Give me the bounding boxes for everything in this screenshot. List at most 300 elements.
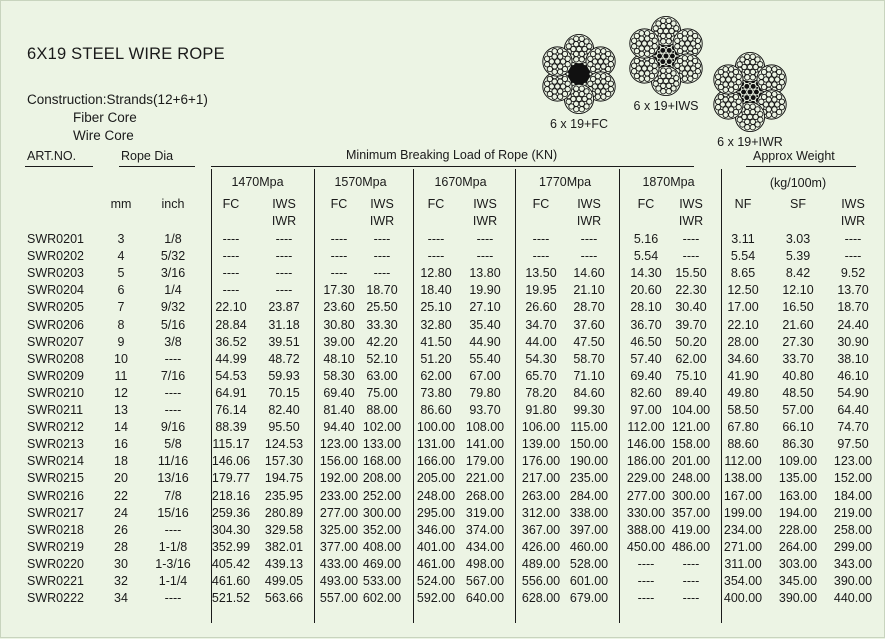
- header-iwr-3: IWR: [472, 214, 498, 228]
- cell-1670_fc: ----: [427, 232, 445, 246]
- cell-weight_nf: 112.00: [724, 454, 762, 469]
- cell-1570_iws: 63.00: [366, 368, 398, 383]
- header-iws-2: IWS: [370, 197, 394, 211]
- header-iwr-1: IWR: [271, 214, 297, 228]
- cell-1770_fc: 91.80: [525, 403, 557, 417]
- cell-1770_fc: 54.30: [525, 351, 557, 366]
- cell-1870_fc: 14.30: [630, 266, 662, 281]
- cell-inch: 7/8: [164, 488, 182, 503]
- cell-1870_iws: 30.40: [675, 300, 707, 315]
- cell-1770_iws: 71.10: [573, 368, 605, 383]
- cell-1770_iws: 679.00: [569, 591, 609, 606]
- header-grade-2: 1570Mpa: [334, 175, 387, 189]
- cell-1770_fc: 367.00: [521, 522, 561, 537]
- cell-1770_fc: ----: [532, 232, 550, 246]
- cell-mm: 28: [114, 539, 128, 554]
- cell-1670_iws: 67.00: [469, 368, 501, 383]
- cell-weight_nf: 199.00: [723, 505, 763, 520]
- cell-1570_iws: 75.00: [366, 385, 398, 400]
- cell-1570_fc: 493.00: [319, 574, 359, 588]
- header-inch: inch: [161, 197, 185, 211]
- cell-1770_iws: 190.00: [569, 454, 609, 469]
- cell-1870_fc: 57.40: [630, 351, 662, 366]
- cell-1470_iws: ----: [275, 266, 293, 281]
- cell-weight_sf: 21.60: [782, 317, 814, 332]
- rule-breaking-load: [211, 166, 694, 167]
- cell-1670_fc: 25.10: [420, 300, 452, 315]
- cell-1570_iws: ----: [373, 249, 391, 264]
- cell-weight_nf: 400.00: [723, 591, 763, 606]
- cell-1770_fc: 106.00: [521, 420, 561, 435]
- cell-1870_iws: 104.00: [671, 403, 711, 417]
- cell-1870_iws: 75.10: [675, 368, 707, 383]
- rule-art-no: [25, 166, 93, 167]
- cell-mm: 5: [117, 266, 125, 281]
- cell-inch: 1/8: [164, 232, 182, 246]
- cell-1870_fc: 28.10: [630, 300, 662, 315]
- cell-1470_fc: 76.14: [215, 403, 247, 417]
- cell-1470_iws: 31.18: [268, 317, 300, 332]
- header-approx-weight: Approx Weight: [753, 149, 835, 163]
- cell-1870_fc: 97.00: [630, 403, 662, 417]
- cell-1570_iws: 133.00: [362, 437, 402, 452]
- cell-1670_iws: 55.40: [469, 351, 501, 366]
- cell-art_no: SWR0204: [27, 283, 84, 298]
- cell-1670_iws: 93.70: [469, 403, 501, 417]
- cell-mm: 18: [114, 454, 128, 469]
- cell-inch: 9/32: [160, 300, 186, 315]
- cell-mm: 22: [114, 488, 128, 503]
- cell-weight_nf: 58.50: [727, 403, 759, 417]
- column-separator-2: [314, 169, 315, 623]
- cell-inch: ----: [164, 403, 182, 417]
- cell-1770_iws: 284.00: [569, 488, 609, 503]
- cell-1470_fc: 521.52: [211, 591, 251, 606]
- header-breaking-load: Minimum Breaking Load of Rope (KN): [346, 148, 558, 162]
- cell-1470_fc: 44.99: [215, 351, 247, 366]
- cell-1870_fc: 186.00: [626, 454, 666, 469]
- header-fc-1: FC: [222, 197, 240, 211]
- cell-weight_sf: 48.50: [782, 385, 814, 400]
- cell-weight_sf: 33.70: [782, 351, 814, 366]
- cell-1570_fc: 377.00: [319, 539, 359, 554]
- cell-1770_iws: 84.60: [573, 385, 605, 400]
- cell-weight_iws: 152.00: [833, 471, 873, 486]
- cell-weight_nf: 271.00: [723, 539, 763, 554]
- cell-art_no: SWR0205: [27, 300, 84, 315]
- cell-1670_fc: 41.50: [420, 334, 452, 349]
- cell-inch: ----: [164, 351, 182, 366]
- cell-1670_fc: 73.80: [420, 385, 452, 400]
- cell-mm: 9: [117, 334, 125, 349]
- column-separator-1: [211, 169, 212, 623]
- cell-1670_fc: 401.00: [416, 539, 456, 554]
- cell-1570_fc: 156.00: [319, 454, 359, 469]
- cell-1470_iws: 329.58: [264, 522, 304, 537]
- cell-weight_sf: 390.00: [778, 591, 818, 606]
- cell-1670_fc: 86.60: [420, 403, 452, 417]
- cell-1870_fc: 146.00: [626, 437, 666, 452]
- cell-1870_iws: 158.00: [671, 437, 711, 452]
- cell-inch: ----: [164, 385, 182, 400]
- header-fc-2: FC: [330, 197, 348, 211]
- column-separator-5: [619, 169, 620, 623]
- cell-1570_fc: 81.40: [323, 403, 355, 417]
- cell-mm: 24: [114, 505, 128, 520]
- cell-1470_iws: 280.89: [264, 505, 304, 520]
- cell-1470_fc: 179.77: [211, 471, 251, 486]
- cell-1570_fc: 233.00: [319, 488, 359, 503]
- cell-1670_iws: 268.00: [465, 488, 505, 503]
- cell-1470_fc: ----: [222, 283, 240, 298]
- cell-weight_iws: 54.90: [837, 385, 869, 400]
- cell-1470_iws: 382.01: [264, 539, 304, 554]
- cell-weight_sf: 40.80: [782, 368, 814, 383]
- cell-1770_fc: 426.00: [521, 539, 561, 554]
- cell-1770_iws: 37.60: [573, 317, 605, 332]
- cell-weight_sf: 303.00: [778, 556, 818, 571]
- cell-1870_fc: 388.00: [626, 522, 666, 537]
- cell-weight_sf: 12.10: [782, 283, 814, 298]
- cell-1670_fc: ----: [427, 249, 445, 264]
- cell-1670_fc: 100.00: [416, 420, 456, 435]
- cell-mm: 12: [114, 385, 128, 400]
- cell-1870_fc: 277.00: [626, 488, 666, 503]
- cell-1770_fc: 44.00: [525, 334, 557, 349]
- cell-1470_fc: 115.17: [212, 437, 250, 452]
- cell-1670_fc: 32.80: [420, 317, 452, 332]
- page-title: 6X19 STEEL WIRE ROPE: [27, 45, 225, 63]
- cell-1670_iws: 27.10: [469, 300, 501, 315]
- rule-approx-weight: [746, 166, 856, 167]
- cell-1770_iws: 235.00: [569, 471, 609, 486]
- cell-1470_fc: 218.16: [211, 488, 251, 503]
- cell-1770_iws: 58.70: [573, 351, 605, 366]
- cell-1770_iws: 528.00: [569, 556, 609, 571]
- cell-art_no: SWR0220: [27, 556, 84, 571]
- cell-mm: 8: [117, 317, 125, 332]
- header-iwr-2: IWR: [369, 214, 395, 228]
- cell-inch: 3/16: [160, 266, 186, 281]
- cell-art_no: SWR0222: [27, 591, 84, 606]
- cell-1470_fc: 352.99: [211, 539, 251, 554]
- cell-weight_sf: 27.30: [782, 334, 814, 349]
- cell-1870_iws: 357.00: [671, 505, 711, 520]
- cell-weight_nf: 8.65: [730, 266, 756, 281]
- cell-1470_fc: 36.52: [215, 334, 247, 349]
- cell-weight_sf: 57.00: [782, 403, 814, 417]
- cell-1770_iws: 338.00: [569, 505, 609, 520]
- cell-weight_nf: 49.80: [727, 385, 759, 400]
- cell-1570_fc: 48.10: [323, 351, 355, 366]
- header-iws-3: IWS: [473, 197, 497, 211]
- cell-art_no: SWR0216: [27, 488, 84, 503]
- cell-1770_fc: 556.00: [521, 574, 561, 588]
- cell-1770_iws: 601.00: [569, 574, 609, 588]
- cell-1670_iws: 221.00: [465, 471, 505, 486]
- header-grade-5: 1870Mpa: [642, 175, 695, 189]
- header-fc-5: FC: [637, 197, 655, 211]
- cell-mm: 3: [117, 232, 125, 246]
- cell-1570_iws: 25.50: [366, 300, 398, 315]
- cell-1470_iws: 563.66: [264, 591, 304, 606]
- cell-1670_fc: 131.00: [416, 437, 456, 452]
- cell-1670_iws: 179.00: [465, 454, 505, 469]
- cell-1670_iws: ----: [476, 249, 494, 264]
- cell-mm: 7: [117, 300, 125, 315]
- cell-1870_fc: 36.70: [630, 317, 662, 332]
- cell-1870_iws: ----: [682, 232, 700, 246]
- cell-art_no: SWR0209: [27, 368, 84, 383]
- cell-1870_iws: 50.20: [675, 334, 707, 349]
- cell-1470_fc: 22.10: [215, 300, 247, 315]
- cell-1470_fc: 28.84: [215, 317, 247, 332]
- cell-weight_iws: 184.00: [833, 488, 873, 503]
- cell-1570_fc: 277.00: [319, 505, 359, 520]
- cell-inch: 11/16: [157, 454, 189, 469]
- construction-line-3: Wire Core: [73, 128, 134, 143]
- cell-inch: 9/16: [160, 420, 186, 435]
- column-separator-4: [515, 169, 516, 623]
- cell-inch: 7/16: [160, 368, 186, 383]
- cell-1870_fc: 5.16: [633, 232, 659, 246]
- cell-inch: 15/16: [157, 505, 189, 520]
- cell-1470_fc: 64.91: [215, 385, 247, 400]
- header-sf: SF: [790, 197, 806, 211]
- cell-mm: 34: [114, 591, 128, 606]
- cell-1670_fc: 51.20: [420, 351, 452, 366]
- cell-1870_fc: 46.50: [630, 334, 662, 349]
- cell-weight_iws: 13.70: [837, 283, 869, 298]
- cell-weight_iws: 9.52: [840, 266, 866, 281]
- cell-1570_fc: 30.80: [323, 317, 355, 332]
- header-iws-1: IWS: [272, 197, 296, 211]
- cell-1470_iws: 48.72: [268, 351, 300, 366]
- cell-weight_iws: ----: [844, 232, 862, 246]
- rule-rope-dia: [119, 166, 195, 167]
- cell-1470_fc: ----: [222, 232, 240, 246]
- cell-weight_iws: 258.00: [833, 522, 873, 537]
- cell-weight_iws: 74.70: [837, 420, 869, 435]
- cell-inch: 1-1/4: [158, 574, 188, 588]
- cell-art_no: SWR0211: [27, 403, 84, 417]
- cell-1770_fc: 139.00: [521, 437, 561, 452]
- cell-1870_fc: 20.60: [630, 283, 662, 298]
- cell-1570_iws: 102.00: [362, 420, 402, 435]
- cell-inch: 13/16: [157, 471, 189, 486]
- cell-1470_iws: 23.87: [268, 300, 300, 315]
- cell-1670_fc: 592.00: [416, 591, 456, 606]
- cell-mm: 30: [114, 556, 128, 571]
- cell-weight_iws: 123.00: [833, 454, 873, 469]
- cell-1570_iws: 208.00: [362, 471, 402, 486]
- cell-1570_fc: 192.00: [319, 471, 359, 486]
- cell-1870_iws: ----: [682, 249, 700, 264]
- cell-weight_iws: 299.00: [833, 539, 873, 554]
- cell-1670_iws: 44.90: [469, 334, 501, 349]
- cell-1670_iws: 434.00: [465, 539, 505, 554]
- cell-1470_iws: ----: [275, 249, 293, 264]
- cell-1770_fc: 65.70: [525, 368, 557, 383]
- cell-weight_sf: 345.00: [778, 574, 818, 588]
- header-iws-5: IWS: [679, 197, 703, 211]
- cell-1570_fc: 23.60: [323, 300, 355, 315]
- cell-1670_iws: 79.80: [469, 385, 501, 400]
- cell-1470_iws: 39.51: [268, 334, 300, 349]
- cell-weight_sf: 194.00: [778, 505, 818, 520]
- cell-inch: 3/8: [164, 334, 182, 349]
- cell-1770_iws: 150.00: [569, 437, 609, 452]
- cell-art_no: SWR0217: [27, 505, 84, 520]
- cell-1770_fc: 263.00: [521, 488, 561, 503]
- cell-1770_fc: 26.60: [525, 300, 557, 315]
- cell-1870_iws: 300.00: [671, 488, 711, 503]
- header-iwr-5: IWR: [678, 214, 704, 228]
- cell-1670_iws: 35.40: [469, 317, 501, 332]
- header-iwr-4: IWR: [576, 214, 602, 228]
- cell-art_no: SWR0214: [27, 454, 84, 469]
- cell-art_no: SWR0202: [27, 249, 84, 264]
- header-weight-unit: (kg/100m): [769, 176, 827, 190]
- cell-1470_iws: 235.95: [264, 488, 304, 503]
- header-weight-iwr: IWR: [840, 214, 866, 228]
- cell-1770_fc: 176.00: [521, 454, 561, 469]
- cell-1470_fc: ----: [222, 249, 240, 264]
- cell-inch: 1-1/8: [158, 539, 188, 554]
- cell-weight_iws: 46.10: [837, 368, 869, 383]
- cell-weight_iws: 440.00: [833, 591, 873, 606]
- cell-1770_iws: 21.10: [573, 283, 605, 298]
- cell-mm: 20: [114, 471, 128, 486]
- cell-art_no: SWR0212: [27, 420, 84, 435]
- cell-1870_iws: 22.30: [675, 283, 707, 298]
- cell-1670_fc: 205.00: [416, 471, 456, 486]
- cell-1470_iws: ----: [275, 232, 293, 246]
- cell-weight_nf: 167.00: [723, 488, 763, 503]
- cell-1670_iws: 141.00: [465, 437, 505, 452]
- cell-art_no: SWR0219: [27, 539, 84, 554]
- cell-weight_iws: 18.70: [837, 300, 869, 315]
- cell-mm: 26: [114, 522, 128, 537]
- cell-1570_fc: ----: [330, 232, 348, 246]
- rope-diagram-fc-caption: 6 x 19+FC: [549, 117, 608, 131]
- cell-1770_fc: 13.50: [525, 266, 557, 281]
- cell-weight_sf: 264.00: [778, 539, 818, 554]
- cell-inch: 5/8: [164, 437, 182, 452]
- cell-weight_nf: 22.10: [727, 317, 759, 332]
- cell-weight_nf: 234.00: [723, 522, 763, 537]
- cell-inch: ----: [164, 591, 182, 606]
- cell-1870_iws: 121.00: [671, 420, 711, 435]
- cell-weight_nf: 41.90: [727, 368, 759, 383]
- cell-1870_fc: 229.00: [626, 471, 666, 486]
- cell-weight_sf: 3.03: [785, 232, 811, 246]
- cell-1670_fc: 461.00: [416, 556, 456, 571]
- cell-1870_iws: 39.70: [675, 317, 707, 332]
- header-fc-4: FC: [532, 197, 550, 211]
- cell-inch: 5/16: [160, 317, 186, 332]
- header-mm: mm: [110, 197, 132, 211]
- cell-1570_fc: 94.40: [323, 420, 355, 435]
- cell-1470_fc: 146.06: [211, 454, 251, 469]
- header-iws-4: IWS: [577, 197, 601, 211]
- cell-1570_iws: 533.00: [362, 574, 402, 588]
- cell-1670_iws: 374.00: [465, 522, 505, 537]
- cell-mm: 16: [114, 437, 128, 452]
- rope-diagram-iws-caption: 6 x 19+IWS: [633, 99, 699, 113]
- cell-weight_nf: 3.11: [731, 232, 755, 246]
- cell-1570_iws: ----: [373, 266, 391, 281]
- cell-1770_fc: 217.00: [521, 471, 561, 486]
- cell-1670_fc: 295.00: [416, 505, 456, 520]
- header-grade-1: 1470Mpa: [231, 175, 284, 189]
- cell-weight_sf: 109.00: [778, 454, 818, 469]
- cell-1770_iws: 47.50: [573, 334, 605, 349]
- cell-1570_iws: 469.00: [362, 556, 402, 571]
- cell-1870_fc: ----: [637, 574, 655, 588]
- cell-1770_iws: 460.00: [569, 539, 609, 554]
- cell-weight_sf: 5.39: [785, 249, 811, 264]
- cell-1770_fc: 489.00: [521, 556, 561, 571]
- cell-1870_fc: 450.00: [626, 539, 666, 554]
- cell-1570_iws: 88.00: [366, 403, 398, 417]
- cell-1870_iws: 419.00: [671, 522, 711, 537]
- cell-weight_nf: 88.60: [727, 437, 759, 452]
- cell-mm: 6: [117, 283, 125, 298]
- cell-1870_fc: ----: [637, 591, 655, 606]
- cell-1470_iws: 124.53: [264, 437, 304, 452]
- cell-weight_nf: 12.50: [727, 283, 759, 298]
- cell-1870_fc: 69.40: [630, 368, 662, 383]
- cell-1570_iws: 352.00: [362, 522, 402, 537]
- cell-weight_nf: 67.80: [727, 420, 759, 435]
- cell-1870_iws: 15.50: [675, 266, 707, 281]
- cell-1670_iws: 498.00: [465, 556, 505, 571]
- construction-line-2: Fiber Core: [73, 110, 137, 125]
- cell-1470_iws: 70.15: [268, 385, 300, 400]
- cell-1570_fc: 58.30: [323, 368, 355, 383]
- cell-1770_iws: 397.00: [569, 522, 609, 537]
- cell-art_no: SWR0218: [27, 522, 84, 537]
- cell-1670_fc: 62.00: [420, 368, 452, 383]
- cell-weight_nf: 17.00: [727, 300, 759, 315]
- cell-weight_sf: 16.50: [782, 300, 814, 315]
- cell-1770_iws: 14.60: [573, 266, 605, 281]
- cell-weight_nf: 354.00: [723, 574, 763, 588]
- cell-mm: 32: [114, 574, 128, 588]
- cell-inch: 1/4: [164, 283, 182, 298]
- cell-1570_fc: 325.00: [319, 522, 359, 537]
- cell-art_no: SWR0207: [27, 334, 84, 349]
- cell-1670_iws: 640.00: [465, 591, 505, 606]
- cell-1870_fc: ----: [637, 556, 655, 571]
- header-fc-3: FC: [427, 197, 445, 211]
- cell-1670_fc: 12.80: [420, 266, 452, 281]
- cell-1670_fc: 524.00: [416, 574, 456, 588]
- cell-1770_fc: 34.70: [525, 317, 557, 332]
- cell-1470_fc: 88.39: [215, 420, 247, 435]
- cell-1570_iws: 168.00: [362, 454, 402, 469]
- cell-art_no: SWR0213: [27, 437, 84, 452]
- cell-1570_iws: 52.10: [366, 351, 398, 366]
- cell-1870_iws: 486.00: [671, 539, 711, 554]
- cell-1770_iws: 99.30: [573, 403, 605, 417]
- cell-1470_fc: 405.42: [211, 556, 251, 571]
- cell-1770_fc: 628.00: [521, 591, 561, 606]
- cell-mm: 4: [117, 249, 125, 264]
- cell-weight_iws: 30.90: [837, 334, 869, 349]
- construction-line-1: Construction:Strands(12+6+1): [27, 92, 208, 107]
